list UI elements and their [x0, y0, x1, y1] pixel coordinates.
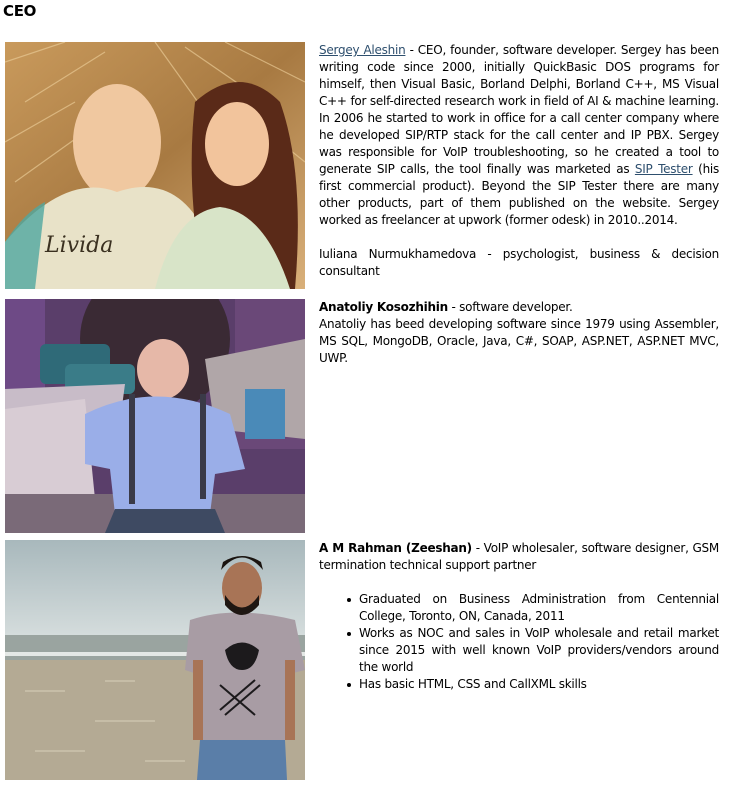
bio-rahman-heading [319, 540, 719, 574]
bio-sergey-paragraph [319, 42, 719, 229]
sergey-aleshin-link[interactable]: Sergey Aleshin [319, 43, 406, 57]
photo-anatoliy-image [5, 299, 305, 533]
anatoliy-role: - software developer. [447, 300, 573, 314]
bio-sergey-intro: - CEO, founder, software developer. Sergey has been writing code since 2000, initially QuickBasic DOS programs for himself, then Visual Basic, Borland Delphi, Borland C++, MS Visual C++ for self-directed research work in field of AI & machine learning. In 2006 he started to work in office for a call center company where he developed SIP/RTP stack for the call center and IP PBX. Sergey was responsible for VoIP troubleshooting, so he created a tool to generate SIP calls, the tool finally was marketed as [319, 43, 719, 176]
rahman-role: - VoIP wholesaler, software designer, GSM termination technical support partner [319, 541, 719, 572]
photo-anatoliy [5, 299, 305, 533]
photo-rahman-image [5, 540, 305, 780]
anatoliy-bio-text: Anatoliy has beed developing software since 1979 using Assembler, MS SQL, MongoDB, Oracle, Java, C#, SOAP, ASP.NET, ASP.NET MVC, UWP. [319, 317, 719, 365]
sip-tester-link[interactable]: SIP Tester [634, 162, 693, 176]
photo-rahman [5, 540, 305, 780]
anatoliy-name: Anatoliy Kosozhihin [319, 300, 448, 314]
bio-iuliana: Iuliana Nurmukhamedova - psychologist, business & decision consultant [319, 247, 719, 278]
bio-anatoliy-heading [319, 299, 719, 316]
bio-sergey-outro: (his first commercial product). Beyond the SIP Tester there are many other products, part of them published on the website. Sergey worked as freelancer at upwork (former odesk) in 2010..2014. [319, 162, 720, 227]
photo-sergey-image [5, 42, 305, 289]
person-sergey [5, 42, 720, 290]
person-anatoliy [5, 299, 720, 534]
bio-anatoliy [319, 299, 719, 367]
list-item: Has basic HTML, CSS and CallXML skills [359, 676, 719, 693]
bio-sergey [319, 42, 719, 280]
list-item: Works as NOC and sales in VoIP wholesale and retail market since 2015 with well known VoIP providers/vendors around the world [359, 626, 719, 674]
page-title: CEO [3, 2, 37, 20]
rahman-name: A M Rahman (Zeeshan) [319, 541, 472, 555]
person-rahman [5, 540, 720, 781]
svg-text:Livida: Livida [45, 233, 114, 258]
photo-sergey [5, 42, 305, 289]
list-item: Graduated on Business Administration from Centennial College, Toronto, ON, Canada, 2011 [359, 592, 719, 623]
bio-rahman [319, 540, 719, 693]
rahman-qualifications-list [319, 591, 719, 693]
